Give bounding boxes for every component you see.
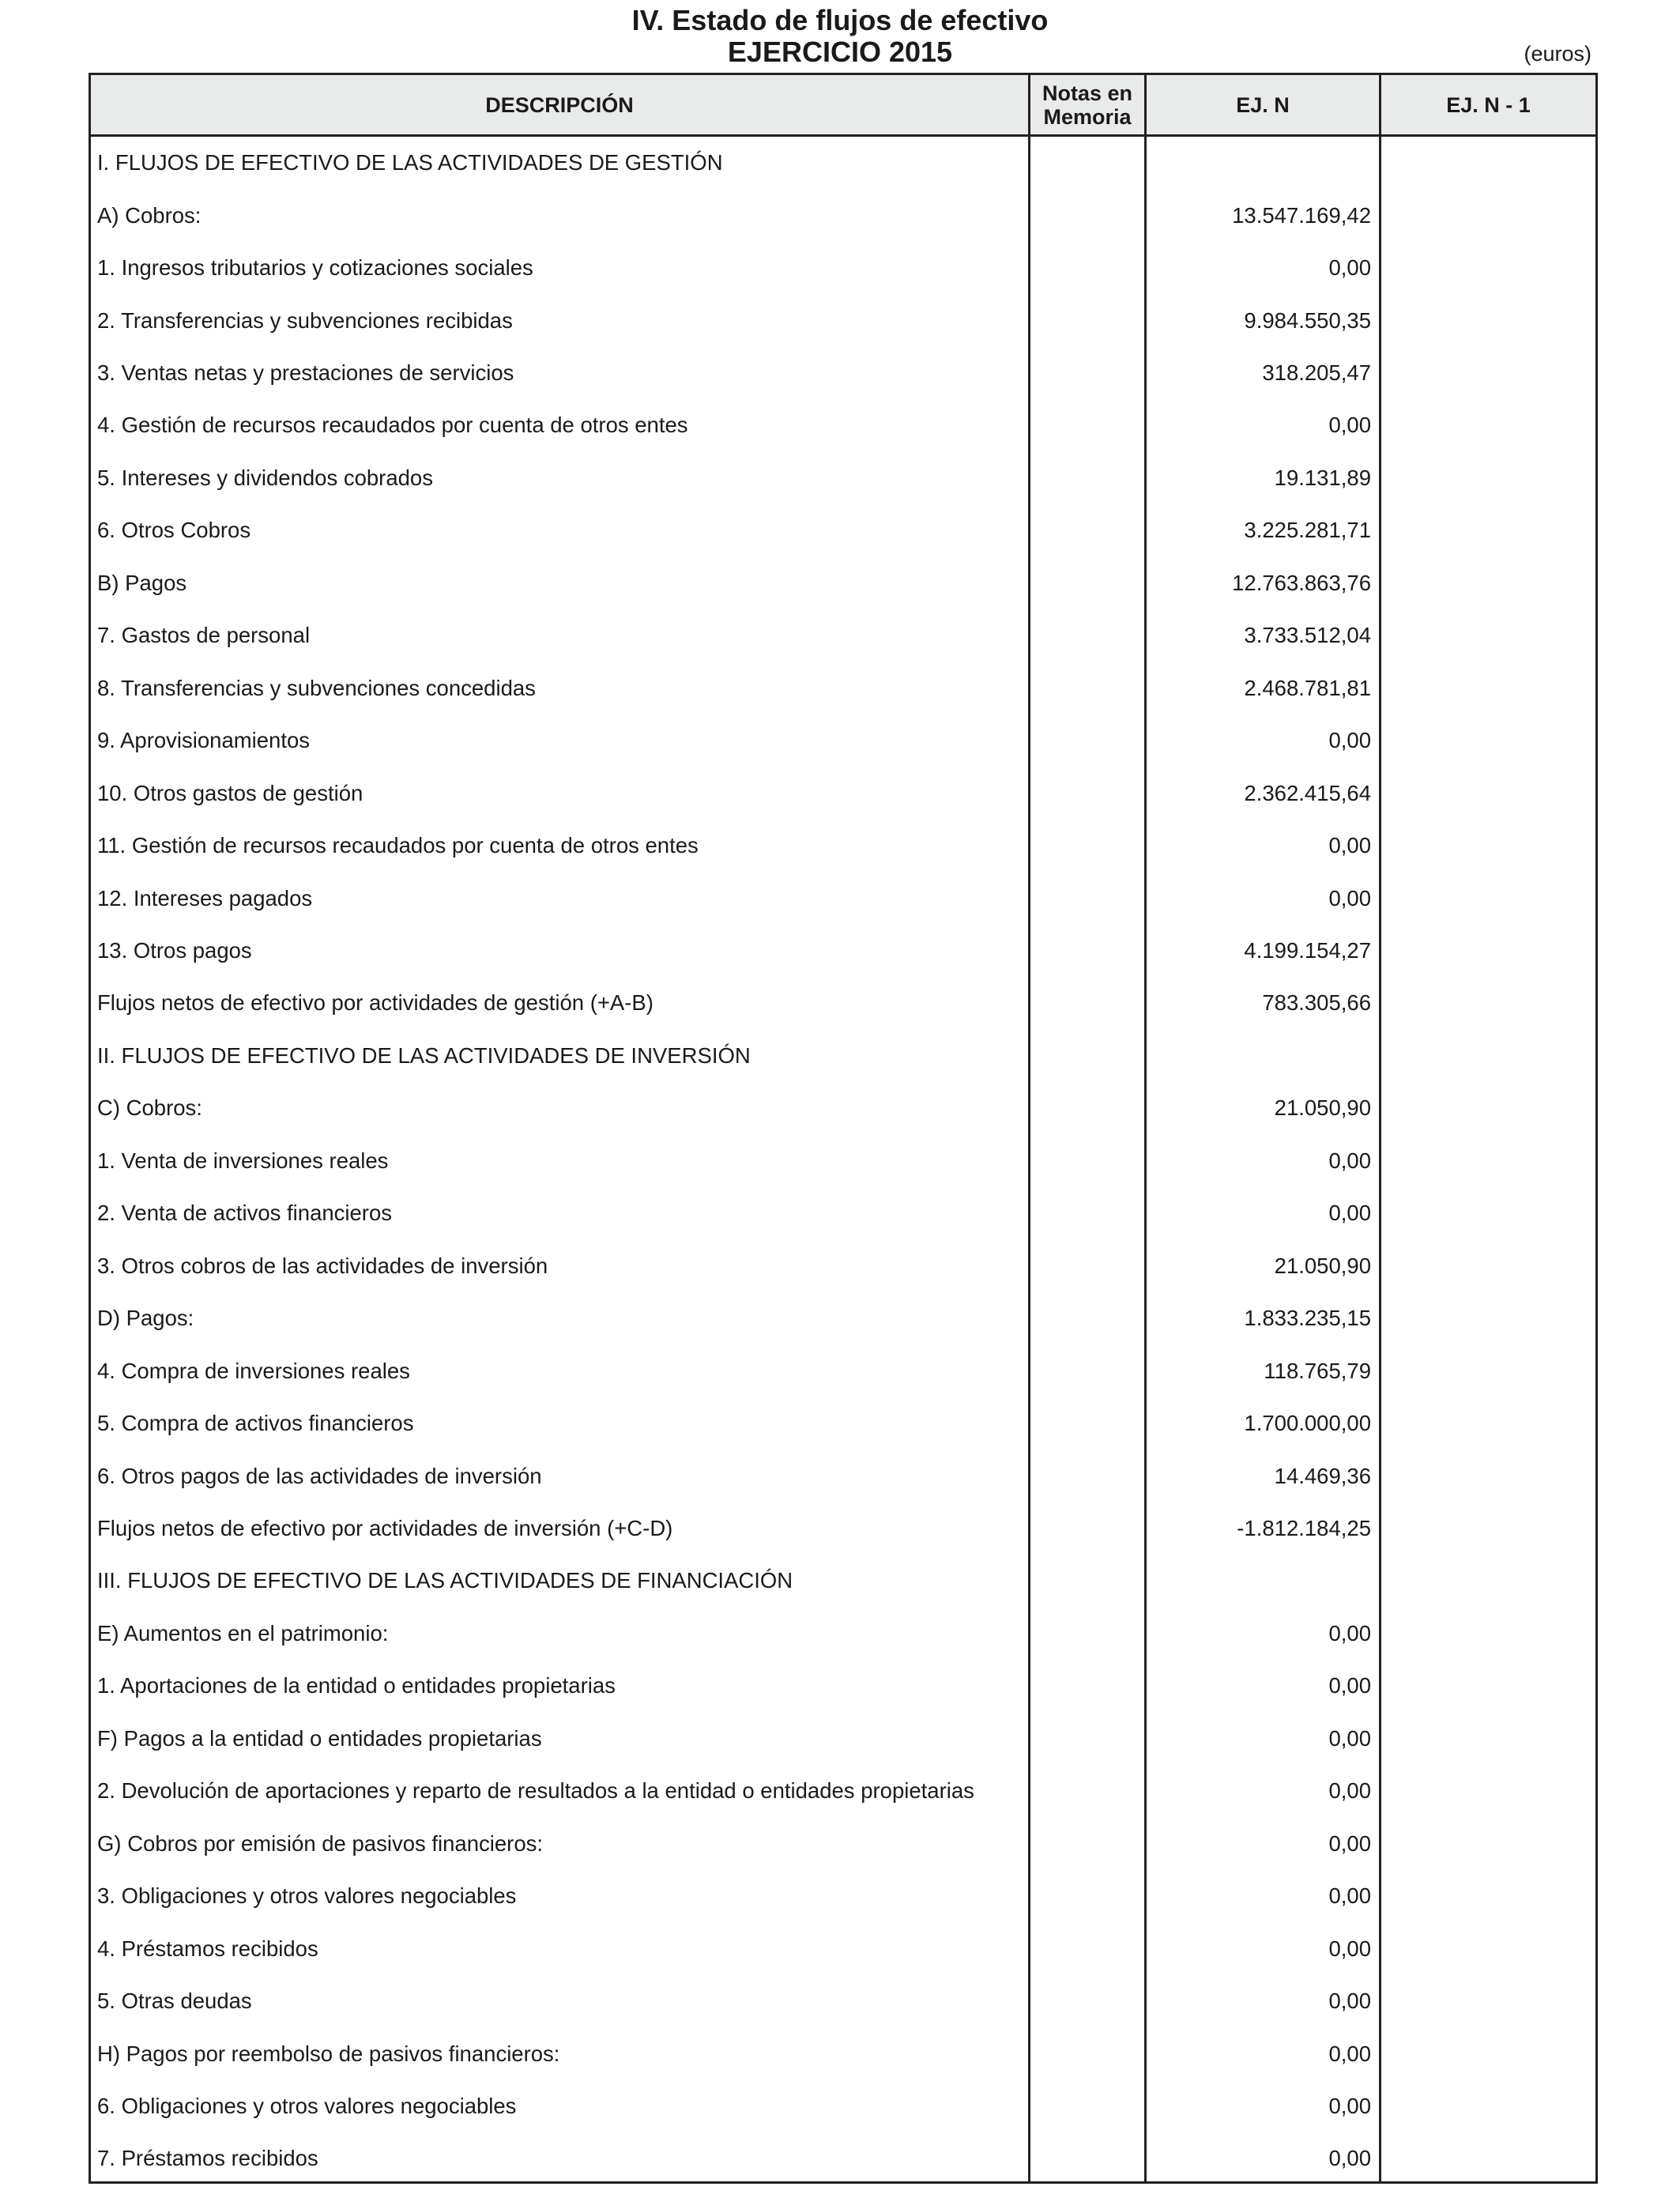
- row-description: H) Pagos por reembolso de pasivos financieros:: [97, 2041, 560, 2066]
- table-row: [91, 557, 1595, 609]
- row-description: 5. Otras deudas: [97, 1989, 252, 2014]
- row-value-current-year: 2.362.415,64: [1244, 780, 1371, 805]
- table-row: [91, 2132, 1595, 2185]
- row-description: Flujos netos de efectivo por actividades de inversión (+C-D): [97, 1516, 673, 1540]
- cash-flow-table: [89, 73, 1598, 2184]
- row-value-current-year: 9.984.550,35: [1244, 307, 1371, 333]
- row-description: 6. Obligaciones y otros valores negociables: [97, 2093, 517, 2118]
- column-header-current-year: EJ. N: [1236, 92, 1290, 117]
- table-row: [91, 1135, 1595, 1187]
- row-description: B) Pagos: [97, 570, 187, 595]
- row-value-current-year: 12.763.863,76: [1232, 570, 1371, 595]
- row-description: C) Cobros:: [97, 1095, 202, 1121]
- row-description: 10. Otros gastos de gestión: [97, 780, 363, 805]
- table-row: [91, 294, 1595, 346]
- row-description: 4. Gestión de recursos recaudados por cuenta de otros entes: [97, 413, 688, 438]
- table-row: [91, 1660, 1595, 1712]
- row-description: 1. Venta de inversiones reales: [97, 1148, 389, 1173]
- row-value-current-year: 1.700.000,00: [1244, 1411, 1371, 1436]
- row-value-current-year: 0,00: [1328, 1989, 1371, 2014]
- table-row: [91, 1502, 1595, 1555]
- row-value-current-year: 783.305,66: [1262, 990, 1371, 1016]
- row-description: I. FLUJOS DE EFECTIVO DE LAS ACTIVIDADES DE GESTIÓN: [97, 150, 723, 175]
- row-value-current-year: [1147, 1555, 1371, 1607]
- table-row: [91, 609, 1595, 662]
- row-value-current-year: 19.131,89: [1274, 465, 1371, 490]
- column-header-notes: [1030, 75, 1144, 134]
- row-value-current-year: 0,00: [1328, 2146, 1371, 2171]
- row-value-current-year: 0,00: [1328, 728, 1371, 753]
- table-row: [91, 1082, 1595, 1134]
- row-value-current-year: 21.050,90: [1274, 1253, 1371, 1278]
- row-description: 5. Intereses y dividendos cobrados: [97, 465, 433, 490]
- row-description: 4. Préstamos recibidos: [97, 1936, 318, 1961]
- row-description: 6. Otros pagos de las actividades de inversión: [97, 1463, 542, 1488]
- column-header-notes-line1: Notas en: [1042, 81, 1133, 105]
- table-row: [91, 1608, 1595, 1660]
- table-row: [91, 1240, 1595, 1292]
- table-row: [91, 1975, 1595, 2027]
- row-value-current-year: 3.733.512,04: [1244, 623, 1371, 648]
- row-description: 2. Venta de activos financieros: [97, 1201, 393, 1226]
- table-row: [91, 1397, 1595, 1449]
- table-row: [91, 1818, 1595, 1870]
- row-value-current-year: 0,00: [1328, 1725, 1371, 1751]
- table-row: [91, 925, 1595, 977]
- row-value-current-year: 0,00: [1328, 1936, 1371, 1961]
- row-value-current-year: 0,00: [1328, 1673, 1371, 1698]
- table-row: [91, 242, 1595, 294]
- row-description: 3. Obligaciones y otros valores negociables: [97, 1883, 517, 1909]
- table-row: [91, 1713, 1595, 1765]
- row-value-current-year: 318.205,47: [1262, 360, 1371, 386]
- row-value-current-year: 0,00: [1328, 1883, 1371, 1909]
- row-value-current-year: 0,00: [1328, 2093, 1371, 2118]
- table-row: [91, 1344, 1595, 1397]
- page-title: IV. Estado de flujos de efectivo: [631, 4, 1049, 36]
- row-value-current-year: 0,00: [1328, 255, 1371, 281]
- table-row: [91, 137, 1595, 189]
- row-description: 9. Aprovisionamientos: [97, 728, 311, 753]
- row-value-current-year: 0,00: [1328, 885, 1371, 910]
- row-description: 3. Ventas netas y prestaciones de servicios: [97, 360, 514, 386]
- row-value-current-year: 0,00: [1328, 1620, 1371, 1646]
- row-value-current-year: [1147, 1030, 1371, 1082]
- row-description: II. FLUJOS DE EFECTIVO DE LAS ACTIVIDADES DE INVERSIÓN: [97, 1042, 751, 1068]
- row-description: 7. Gastos de personal: [97, 623, 311, 648]
- table-row: [91, 1449, 1595, 1502]
- row-description: 1. Ingresos tributarios y cotizaciones sociales: [97, 255, 533, 281]
- row-description: 13. Otros pagos: [97, 938, 252, 963]
- row-description: Flujos netos de efectivo por actividades de gestión (+A-B): [97, 990, 654, 1016]
- row-description: 3. Otros cobros de las actividades de inversión: [97, 1253, 548, 1278]
- row-value-current-year: 0,00: [1328, 1778, 1371, 1804]
- row-value-current-year: 14.469,36: [1274, 1463, 1371, 1488]
- table-row: [91, 662, 1595, 714]
- row-value-current-year: 4.199.154,27: [1244, 938, 1371, 963]
- table-row: [91, 767, 1595, 819]
- table-row: [91, 714, 1595, 767]
- table-row: [91, 1765, 1595, 1817]
- row-description: 1. Aportaciones de la entidad o entidades propietarias: [97, 1673, 616, 1698]
- row-description: 5. Compra de activos financieros: [97, 1411, 414, 1436]
- row-value-current-year: 0,00: [1328, 413, 1371, 438]
- row-value-current-year: 2.468.781,81: [1244, 675, 1371, 700]
- row-description: 6. Otros Cobros: [97, 518, 251, 543]
- table-row: [91, 2080, 1595, 2132]
- table-row: [91, 189, 1595, 241]
- table-row: [91, 1870, 1595, 1922]
- row-value-current-year: 21.050,90: [1274, 1095, 1371, 1121]
- row-description: G) Cobros por emisión de pasivos financieros:: [97, 1830, 544, 1856]
- row-value-current-year: 1.833.235,15: [1244, 1306, 1371, 1331]
- table-row: [91, 1030, 1595, 1082]
- row-value-current-year: 13.547.169,42: [1232, 202, 1371, 228]
- table-row: [91, 1922, 1595, 1974]
- row-description: E) Aumentos en el patrimonio:: [97, 1620, 389, 1646]
- row-description: 8. Transferencias y subvenciones concedidas: [97, 675, 536, 700]
- row-value-current-year: [1147, 137, 1371, 189]
- table-row: [91, 2027, 1595, 2079]
- table-row: [91, 1555, 1595, 1607]
- table-row: [91, 872, 1595, 924]
- row-value-current-year: 0,00: [1328, 833, 1371, 858]
- table-row: [91, 977, 1595, 1029]
- row-value-current-year: 0,00: [1328, 2041, 1371, 2066]
- row-description: 4. Compra de inversiones reales: [97, 1358, 410, 1383]
- row-description: 2. Devolución de aportaciones y reparto de resultados a la entidad o entidades propietarias: [97, 1778, 974, 1804]
- table-row: [91, 1187, 1595, 1239]
- table-row: [91, 820, 1595, 872]
- table-row: [91, 1292, 1595, 1344]
- table-row: [91, 347, 1595, 399]
- row-description: 2. Transferencias y subvenciones recibidas: [97, 307, 513, 333]
- row-value-current-year: 118.765,79: [1264, 1358, 1371, 1383]
- row-value-current-year: -1.812.184,25: [1237, 1516, 1371, 1540]
- row-value-current-year: 0,00: [1328, 1830, 1371, 1856]
- row-value-current-year: 0,00: [1328, 1148, 1371, 1173]
- row-description: III. FLUJOS DE EFECTIVO DE LAS ACTIVIDADES DE FINANCIACIÓN: [97, 1568, 793, 1593]
- row-value-current-year: 0,00: [1328, 1201, 1371, 1226]
- column-header-description: DESCRIPCIÓN: [485, 92, 634, 117]
- fiscal-year-subtitle: EJERCICIO 2015: [727, 36, 953, 68]
- table-row: [91, 504, 1595, 556]
- table-body: [91, 137, 1595, 2185]
- column-header-notes-line2: Memoria: [1043, 104, 1132, 129]
- table-row: [91, 399, 1595, 451]
- row-description: A) Cobros:: [97, 202, 202, 228]
- column-header-previous-year: EJ. N - 1: [1446, 92, 1531, 117]
- row-description: 12. Intereses pagados: [97, 885, 313, 910]
- table-header: [91, 75, 1595, 137]
- row-description: 7. Préstamos recibidos: [97, 2146, 318, 2171]
- row-description: 11. Gestión de recursos recaudados por cuenta de otros entes: [97, 833, 699, 858]
- currency-unit: (euros): [1524, 42, 1591, 66]
- row-description: D) Pagos:: [97, 1306, 194, 1331]
- row-value-current-year: 3.225.281,71: [1244, 518, 1371, 543]
- table-row: [91, 452, 1595, 504]
- row-description: F) Pagos a la entidad o entidades propietarias: [97, 1725, 542, 1751]
